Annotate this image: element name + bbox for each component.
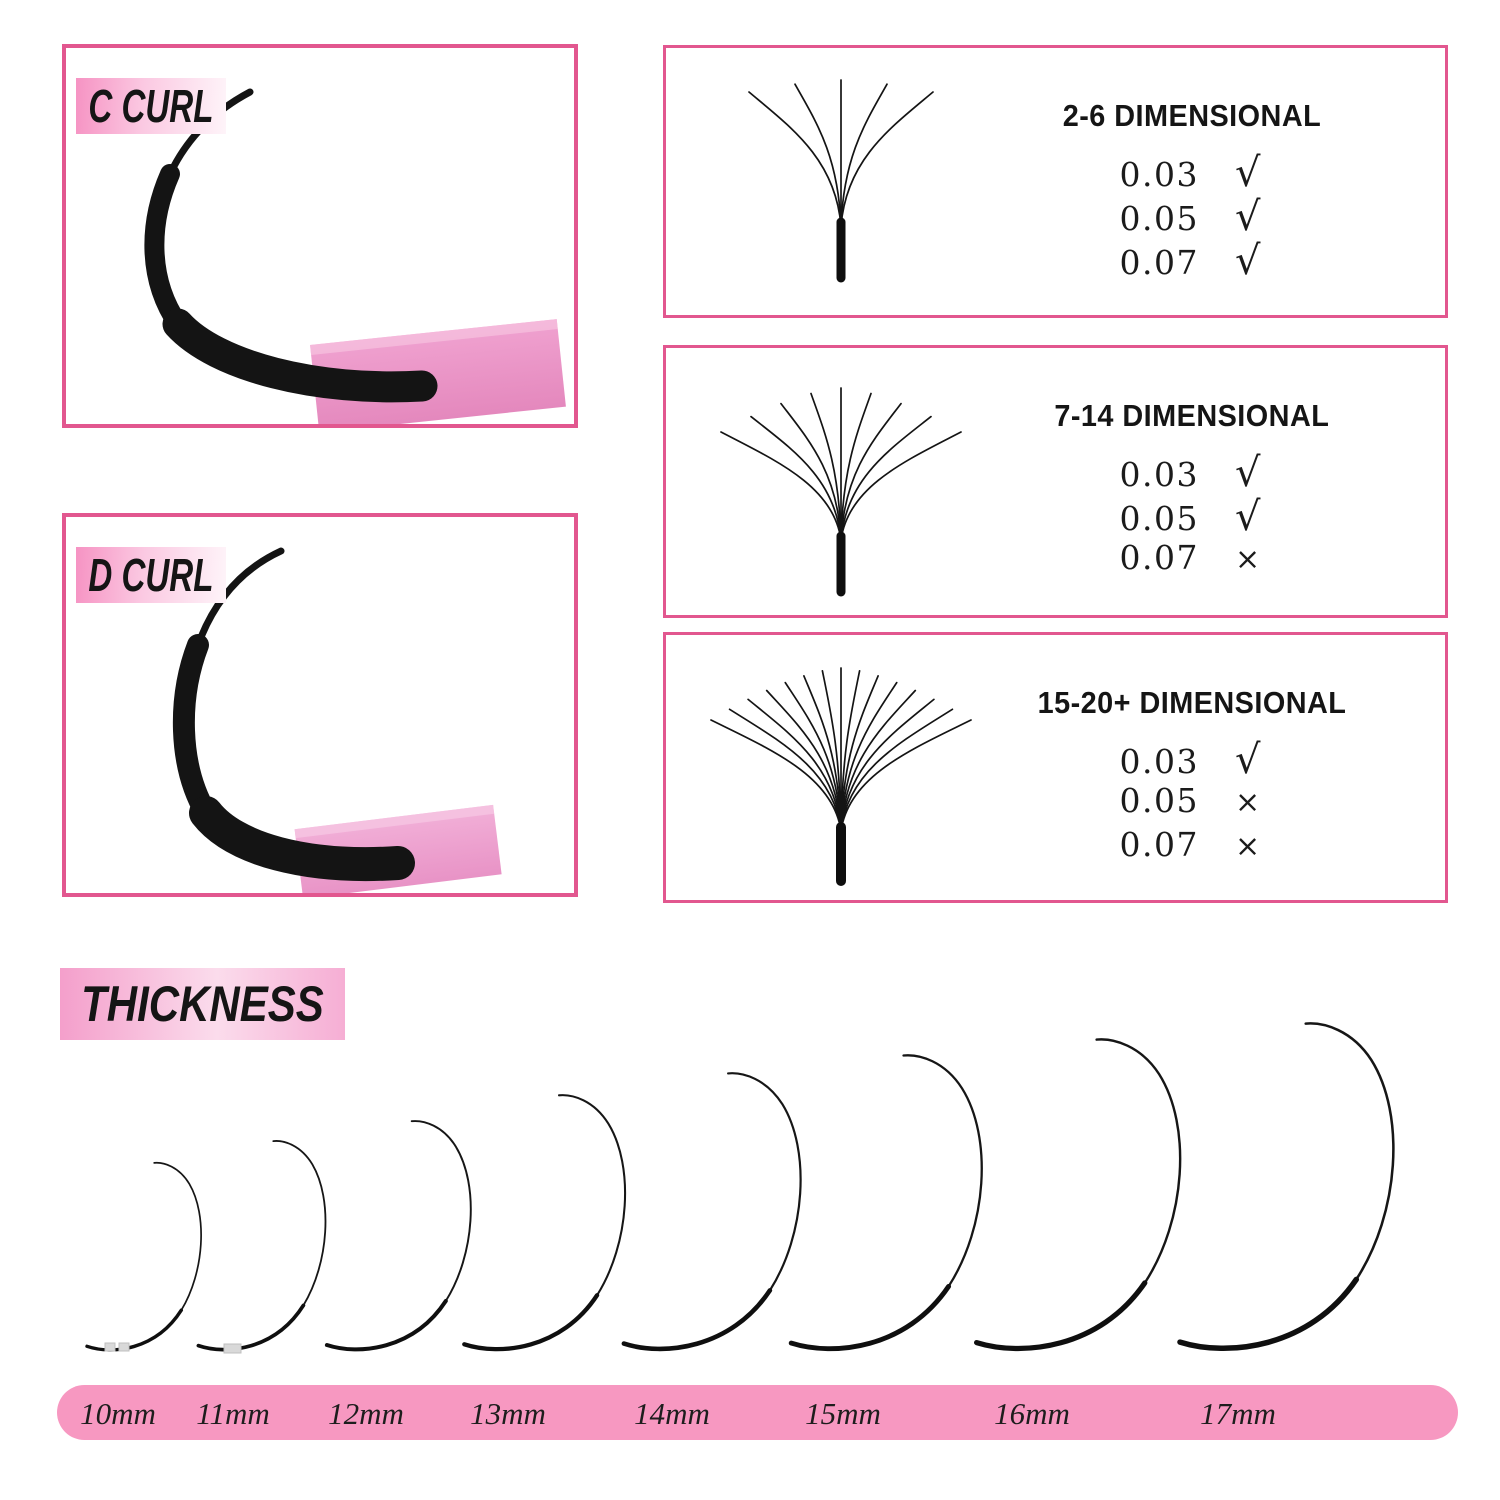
dimension-mark: √ bbox=[1235, 150, 1261, 196]
dimension-mark: × bbox=[1235, 785, 1261, 820]
lash-fan-icon bbox=[666, 635, 1016, 900]
thickness-value: 0.03 bbox=[1119, 455, 1199, 494]
thickness-row bbox=[1016, 825, 1368, 869]
dimension-mark: × bbox=[1235, 542, 1261, 577]
length-label: 16mm bbox=[994, 1396, 1070, 1431]
thickness-value: 0.03 bbox=[1119, 742, 1199, 781]
thickness-row bbox=[1016, 194, 1368, 238]
thickness-row bbox=[1016, 538, 1368, 582]
dimension-title: 2-6 DIMENSIONAL bbox=[1062, 98, 1322, 133]
dimension-card-15-20 bbox=[663, 632, 1448, 903]
c-curl-card bbox=[62, 44, 578, 428]
dimension-card-2-6 bbox=[663, 45, 1448, 318]
length-label: 12mm bbox=[328, 1396, 404, 1431]
thickness-value: 0.07 bbox=[1119, 825, 1199, 864]
thickness-value: 0.05 bbox=[1119, 499, 1199, 538]
thickness-row bbox=[1016, 238, 1368, 282]
thickness-value: 0.07 bbox=[1119, 243, 1199, 282]
d-curl-card bbox=[62, 513, 578, 897]
thickness-value: 0.05 bbox=[1119, 781, 1199, 820]
d-curl-label bbox=[76, 547, 226, 603]
dimension-title: 7-14 DIMENSIONAL bbox=[1054, 398, 1330, 433]
dimension-mark: √ bbox=[1235, 737, 1261, 783]
dimension-mark: × bbox=[1235, 829, 1261, 864]
c-curl-label bbox=[76, 78, 226, 134]
thickness-title-text: THICKNESS bbox=[81, 976, 324, 1032]
thickness-row bbox=[1016, 494, 1368, 538]
length-label: 17mm bbox=[1200, 1396, 1276, 1431]
dimension-card-7-14 bbox=[663, 345, 1448, 618]
dimension-mark: √ bbox=[1235, 238, 1261, 284]
length-label: 15mm bbox=[805, 1396, 881, 1431]
dimension-mark: √ bbox=[1235, 494, 1261, 540]
thickness-curves bbox=[0, 1000, 1500, 1385]
thickness-value: 0.03 bbox=[1119, 155, 1199, 194]
thickness-row bbox=[1016, 737, 1368, 781]
c-curl-label-text: C CURL bbox=[88, 80, 214, 132]
dimension-mark: √ bbox=[1235, 450, 1261, 496]
thickness-value: 0.07 bbox=[1119, 538, 1199, 577]
length-label: 11mm bbox=[196, 1396, 270, 1431]
thickness-row bbox=[1016, 781, 1368, 825]
thickness-value: 0.05 bbox=[1119, 199, 1199, 238]
lash-fan-icon bbox=[666, 48, 1016, 315]
length-label: 14mm bbox=[634, 1396, 710, 1431]
length-label: 13mm bbox=[470, 1396, 546, 1431]
thickness-row bbox=[1016, 150, 1368, 194]
length-label: 10mm bbox=[80, 1396, 156, 1431]
thickness-row bbox=[1016, 450, 1368, 494]
lash-fan-icon bbox=[666, 348, 1016, 615]
d-curl-label-text: D CURL bbox=[88, 549, 214, 601]
length-bar bbox=[57, 1385, 1458, 1440]
dimension-mark: √ bbox=[1235, 194, 1261, 240]
dimension-title: 15-20+ DIMENSIONAL bbox=[1037, 685, 1347, 720]
